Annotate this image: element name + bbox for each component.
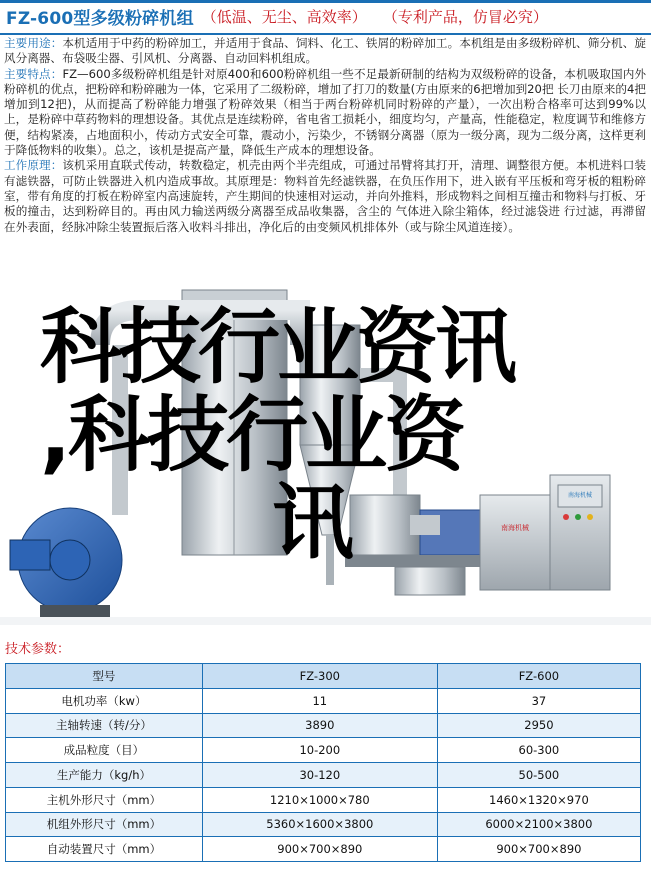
principle-paragraph xyxy=(4,158,646,234)
fz600-value: 1460×1320×970 xyxy=(437,787,640,812)
table-row xyxy=(6,713,641,738)
principle-text: 该机采用直联式传动，转数稳定，机壳由两个半壳组成，可通过吊臂将其打开，清理、调整很方便。本机进料口装有滤铁器，可防止铁器进入机内造成事故。其原理是：物料首先经滤铁器，在负压作用下，进入嵌有平压板和弯牙板的粗粉碎室，带有角度的打板在粉碎室内高速旋转，产生期间的快速相对运动，并向外推料，形成物料之间相互撞击和物料与打板、牙板的撞击，达到粉碎目的。再由风力输送两级分离器至成品收集器，含尘的 气体进入除尘箱体，经过滤袋进 行过滤，再滞留在外表面，经脉冲除尘装置振后落入收料斗排出，净化后的由变频风机排体外（或与除尘风道连接）。 xyxy=(4,158,646,234)
param-name: 成品粒度（目） xyxy=(6,738,203,763)
specs-header-row xyxy=(6,664,641,689)
cabinet-left-label: 南海机械 xyxy=(501,524,529,532)
overlay-line-2: ,科技行业资 xyxy=(40,388,464,483)
principle-label: 工作原理： xyxy=(4,158,63,173)
table-row xyxy=(6,787,641,812)
fz300-value: 900×700×890 xyxy=(202,837,437,862)
header-cell: FZ-600 xyxy=(437,664,640,689)
features-paragraph xyxy=(4,67,646,159)
fz600-value: 6000×2100×3800 xyxy=(437,812,640,837)
patent-notice: （专利产品，仿冒必究） xyxy=(382,8,548,26)
fz600-value: 50-500 xyxy=(437,763,640,788)
fz600-value: 60-300 xyxy=(437,738,640,763)
overlay-line-1: 科技行业资讯 xyxy=(40,300,515,395)
fz300-value: 30-120 xyxy=(202,763,437,788)
fz600-value: 37 xyxy=(437,688,640,713)
fz300-value: 3890 xyxy=(202,713,437,738)
fz600-value: 900×700×890 xyxy=(437,837,640,862)
param-name: 自动装置尺寸（mm） xyxy=(6,837,203,862)
fz300-value: 5360×1600×3800 xyxy=(202,812,437,837)
product-features-tagline: （低温、无尘、高效率） xyxy=(201,8,367,26)
param-name: 电机功率（kw） xyxy=(6,688,203,713)
param-name: 机组外形尺寸（mm） xyxy=(6,812,203,837)
purpose-paragraph xyxy=(4,36,646,67)
overlay-line-3: 讯 xyxy=(272,476,352,571)
fz300-value: 1210×1000×780 xyxy=(202,787,437,812)
machine-illustration xyxy=(0,285,651,625)
header-cell: FZ-300 xyxy=(202,664,437,689)
machine-photo xyxy=(0,285,651,625)
table-row xyxy=(6,738,641,763)
purpose-text: 本机适用于中药的粉碎加工，并适用于食品、饲料、化工、铁屑的粉碎加工。本机组是由多级粉碎机、筛分机、旋风分离器、布袋吸尘器、引风机、分离器、自动回料机组成。 xyxy=(4,36,646,66)
cabinet-right-label: 南海机械 xyxy=(567,492,593,499)
header-top-rule xyxy=(0,0,651,3)
specs-table xyxy=(5,663,641,862)
features-label: 主要特点： xyxy=(4,66,63,81)
features-text: FZ—600多级粉碎机组是针对原400和600粉碎机组一些不足最新研制的结构为双级粉碎的设备，本机吸取国内外粉碎机的优点，把粉碎和粉碎融为一体，它采用了二级粉碎，增加了打刀的数量(方由原来的6把增加到20把 长刀由原来的4把增加到12把)，从而提高了粉碎能力增强了粉碎效果（相当于两台粉碎机同时粉碎的产量），一次出粉合格率可达到99%以上，是粉碎中草药物料的理想设备。其优点是连续粉碎，省电省工损耗小，细度均匀，产量高，性能稳定，粒度调节和维修方便，结构紧凑，占地面积小，传动方式安全可靠，震动小，污染少，不锈钢分离器（原为一级分离，现为二级分离，这样更利于降低物料的收集）。总之，该机是提高产量，降低生产成本的理想设备。 xyxy=(4,66,646,158)
table-row xyxy=(6,688,641,713)
product-title: FZ-600型多级粉碎机组 xyxy=(6,9,194,29)
header-cell: 型号 xyxy=(6,664,203,689)
param-name: 主轴转速（转/分） xyxy=(6,713,203,738)
table-row xyxy=(6,837,641,862)
specs-section-title: 技术参数： xyxy=(5,642,71,657)
fz300-value: 10-200 xyxy=(202,738,437,763)
control-cabinet-left xyxy=(480,495,550,590)
page-header xyxy=(0,0,651,35)
param-name: 主机外形尺寸（mm） xyxy=(6,787,203,812)
fz600-value: 2950 xyxy=(437,713,640,738)
table-row xyxy=(6,763,641,788)
product-description xyxy=(4,36,646,235)
purpose-label: 主要用途： xyxy=(4,36,63,50)
table-row xyxy=(6,812,641,837)
fz300-value: 11 xyxy=(202,688,437,713)
param-name: 生产能力（kg/h） xyxy=(6,763,203,788)
grinding-mill xyxy=(350,495,420,555)
